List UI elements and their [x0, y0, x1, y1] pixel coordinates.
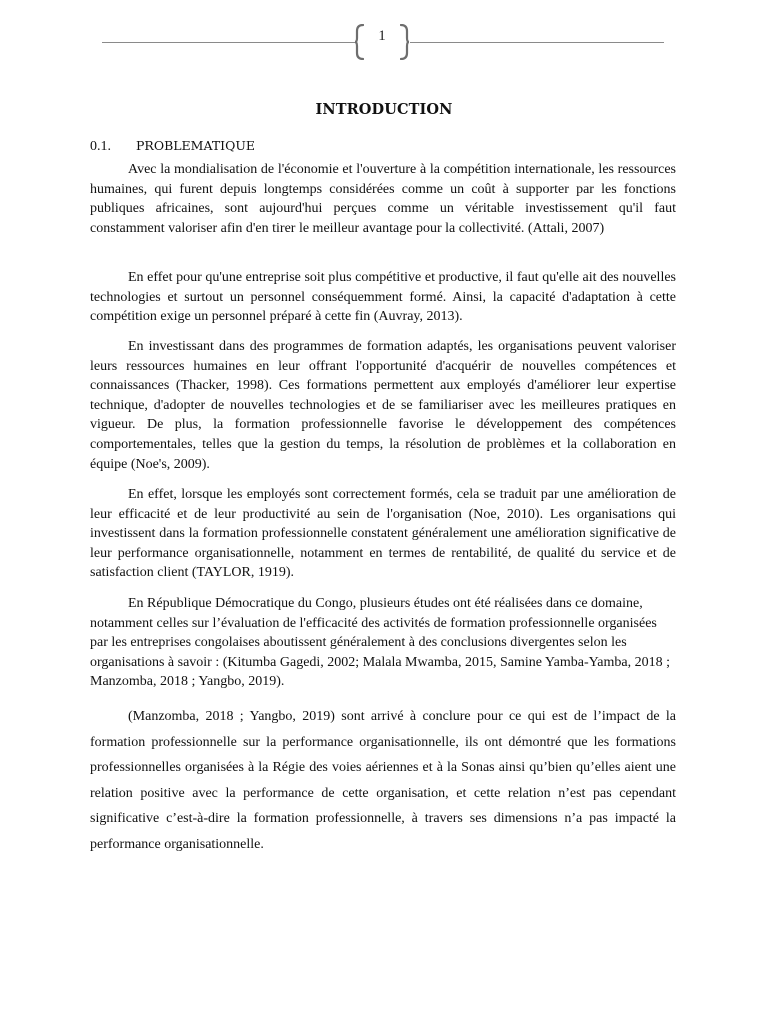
- paragraph-text: Avec la mondialisation de l'économie et l'ouverture à la compétition internationale, les ressources humaines, qui furent depuis longtemps considérées comme un coût à supporter par les fonctions publiques africaines, sont aujourd'hui perçues comme un véritable investissement qu'il faut constamment valoriser afin d'en tirer le meilleur avantage pour la collectivité. (Attali, 2007): [90, 162, 676, 236]
- paragraph-employes-formes: [90, 485, 676, 583]
- paragraph-text: En effet pour qu'une entreprise soit plus compétitive et productive, il faut qu'elle ait des nouvelles technologies et surtout un personnel conséquemment formé. Ainsi, la capacité d'adaptation à cette compétition exige un personnel préparé à cette fin (Auvray, 2013).: [90, 270, 676, 325]
- header-rule-left: [102, 42, 356, 43]
- page-header: [102, 22, 664, 64]
- paragraph-competitivite: [90, 268, 676, 327]
- section-heading: [90, 138, 255, 155]
- paragraph-text: En investissant dans des programmes de formation adaptés, les organisations peuvent valoriser leurs ressources humaines en leur offrant l'opportunité d'acquérir de nouvelles compétences et connaissances (Thacker, 1998). Ces formations permettent aux employés d'améliorer leur expertise technique, d'adopter de nouvelles technologies et de se familiariser avec les meilleures pratiques en vigueur. De plus, la formation professionnelle favorise le développement des compétences comportementales, telles que la gestion du temps, la résolution de problèmes et la collaboration en équipe (Noe's, 2009).: [90, 339, 676, 472]
- section-label: PROBLEMATIQUE: [136, 138, 256, 153]
- section-number: 0.1.: [90, 139, 111, 154]
- paragraph-mondialisation: [90, 160, 676, 238]
- page-number: 1: [378, 28, 386, 44]
- paragraph-conclusion-etudes: [90, 704, 676, 858]
- header-rule-right: [410, 42, 664, 43]
- left-brace-icon: [354, 24, 364, 60]
- right-brace-icon: [400, 24, 410, 60]
- paragraph-text: (Manzomba, 2018 ; Yangbo, 2019) sont arrivé à conclure pour ce qui est de l’impact de la formation professionnelle sur la performance organisationnelle, ils ont démontré que les formations professionnelles organisées à la Régie des voies aériennes et à la Sonas ainsi qu’bien qu’elles aient une relation positive avec la performance de cette organisation, et cette relation n’est pas cependant significative c’est-à-dire la formation professionnelle, à travers ses dimensions n’a pas impacté la performance organisationnelle.: [90, 709, 676, 852]
- document-title: INTRODUCTION: [315, 101, 453, 118]
- paragraph-rdc-etudes: [90, 594, 676, 692]
- paragraph-text: En République Démocratique du Congo, plusieurs études ont été réalisées dans ce domaine, notamment celles sur l’évaluation de l'efficacité des activités de formation professionnelle organisées par les entreprises congolaises aboutissent généralement à des conclusions divergentes selon les organisations à savoir : (Kitumba Gagedi, 2002; Malala Mwamba, 2015, Samine Yamba-Yamba, 2018 ; Manzomba, 2018 ; Yangbo, 2019).: [90, 596, 671, 690]
- paragraph-text: En effet, lorsque les employés sont correctement formés, cela se traduit par une amélioration de leur efficacité et de leur productivité au sein de l'organisation (Noe, 2010). Les organisations qui investissent dans la formation professionnelle constatent généralement une amélioration significative de leur performance organisationnelle, notamment en termes de rentabilité, de qualité du service et de satisfaction client (TAYLOR, 1919).: [90, 487, 676, 581]
- paragraph-programmes-formation: [90, 337, 676, 474]
